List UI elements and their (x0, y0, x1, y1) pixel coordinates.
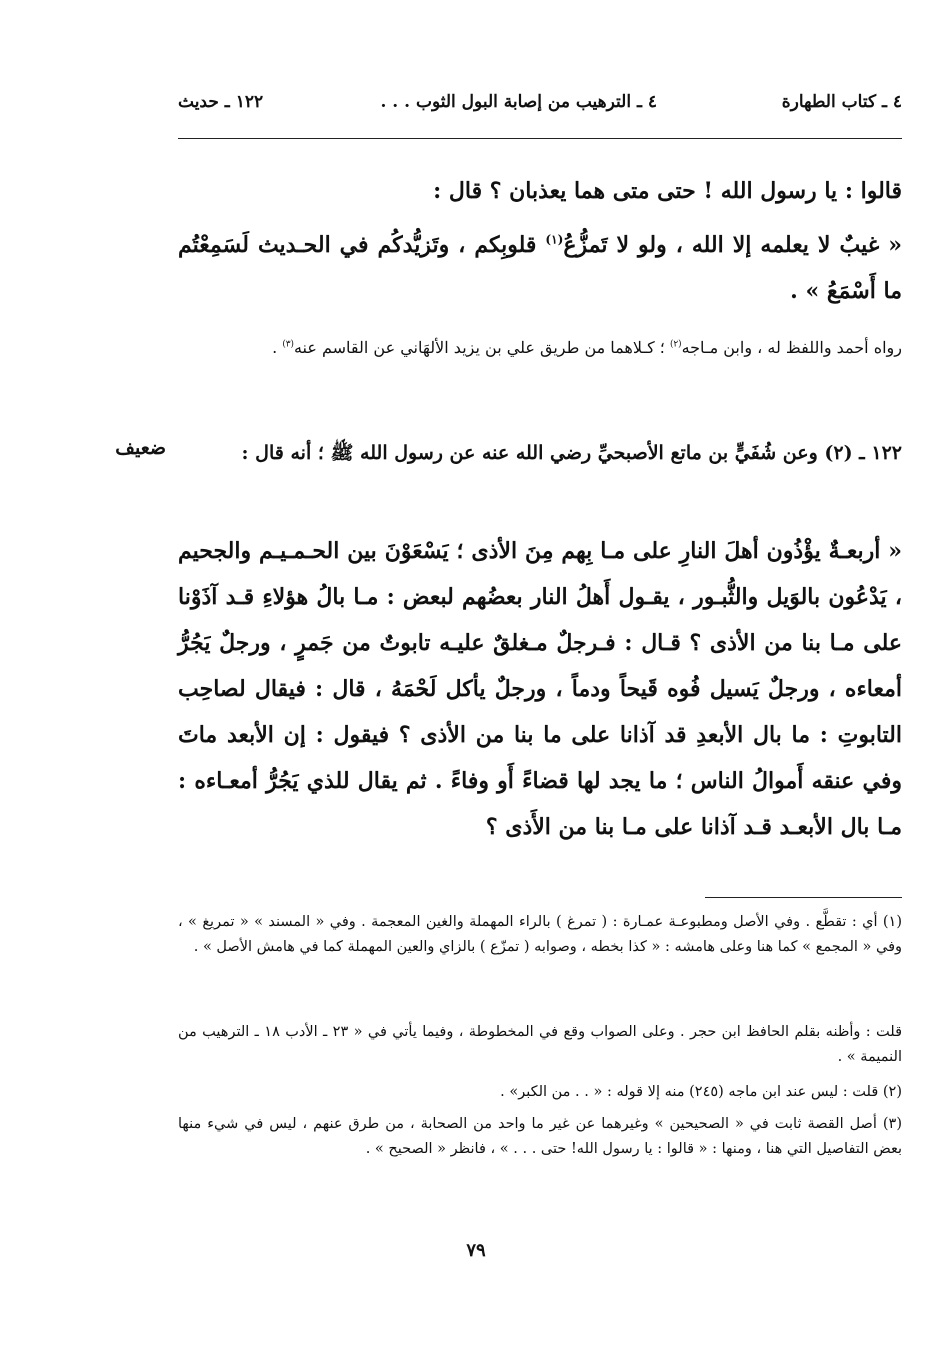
footnote-divider (705, 897, 902, 898)
header-divider (178, 138, 902, 139)
header-chapter-title: ٤ ـ الترهيب من إصابة البول الثوب . . . (380, 92, 657, 112)
running-header (178, 92, 902, 122)
hadith-text-continuation: « غيبٌ لا يعلمه إلا الله ، ولو لا تَمزُّعُ$^{(١)}$ قلوبِكم ، وتَزيُّدكُم في الحـديث لَسَمِعْتُم ما أَسْمَعُ » . (178, 232, 902, 304)
header-hadith-number: ١٢٢ ـ حديث (178, 92, 264, 112)
footnote-marker-3[interactable]: (٣) (282, 339, 294, 350)
header-book-title: ٤ ـ كتاب الطهارة (781, 92, 902, 112)
page-number: ٧٩ (466, 1240, 486, 1261)
footnote-1: (١) أي : تقطَّع . وفي الأصل ومطبوعـة عمـارة : ( تمرغ ) بالراء المهملة والغين المعجمة . وفي « المسند » « تمريغ » ، وفي « المجمع » كما هنا وعلى هامشه : « كذا بخطه ، وصوابه ( تمزّع ) بالزاي والعين المهملة كما في هامش الأصل » . (178, 914, 902, 955)
hadith-grade-label: ضعيف (115, 437, 166, 459)
footnote-1-comment: قلت : وأظنه بقلم الحافظ ابن حجر . وعلى الصواب وقع في المخطوطة ، وفيما يأتي في « ٢٣ ـ الأدب ١٨ ـ الترهيب من النميمة » . (178, 1024, 903, 1065)
footnote-marker-1[interactable]: (١) (545, 232, 564, 247)
footnote-3: (٣) أصل القصة ثابت في « الصحيحين » وغيرهما عن غير ما واحد من الصحابة ، من طرق عنهم ، ليس في شيء منها بعض التفاصيل التي هنا ، ومنها : « قالوا : يا رسول الله! حتى . . . » ، فانظر « الصحيح » . (178, 1116, 902, 1157)
hadith-122-chain: ١٢٢ ـ (٢) وعن شُفَيٍّ بن ماتع الأصبحيِّ رضي الله عنه عن رسول الله ﷺ ؛ أنه قال : (241, 442, 902, 464)
footnote-marker-2[interactable]: (٢) (669, 339, 682, 350)
hadith-122-text: « أربعـةٌ يؤْذُون أهلَ النارِ على مـا بِهم مِنَ الأذى ؛ يَسْعَوْنَ بين الحـمـيـم والجحيم ، يَدْعُون بالوَيل والثُّبـور ، يقـول أَهلُ النار بعضُهم لبعض : مـا بالُ هؤلاءِ قـد آذَوْنا على مـا بنا من الأذى ؟ قـال : فـرجلٌ مـغلقٌ عليـه تابوتٌ من جَمرٍ ، ورجلٌ يَجُرُّ أمعاءه ، ورجلٌ يَسيل فُوه قَيحاً ودماً ، ورجلٌ يأكل لَحْمَهُ ، قال : فيقال لصاحِب التابوتِ : ما بال الأبعدِ قد آذانا على ما بنا من الأذى ؟ فيقول : إن الأبعد ماتَ وفي عنقه أَموالُ الناس ؛ ما يجد لها قضاءً أَو وفاءً . ثم يقال للذي يَجُرُّ أمعـاءه : مـا بال الأبعـد قـد آذانا على مـا بنا من الأَذى ؟ (178, 538, 903, 840)
hadith-text-opening: قالوا : يا رسول الله ! حتى متى هما يعذبان ؟ قال : (433, 178, 902, 204)
footnote-2: (٢) قلت : ليس عند ابن ماجه (٢٤٥) منه إلا قوله : « . . من الكبر» . (500, 1084, 902, 1100)
narration-source: رواه أحمد واللفظ له ، وابن مـاجه$^{(٢)}$ ؛ كـلاهما من طريق علي بن يزيد الألهَاني عن القاسم عنه$^{(٣)}$ . (272, 338, 902, 357)
